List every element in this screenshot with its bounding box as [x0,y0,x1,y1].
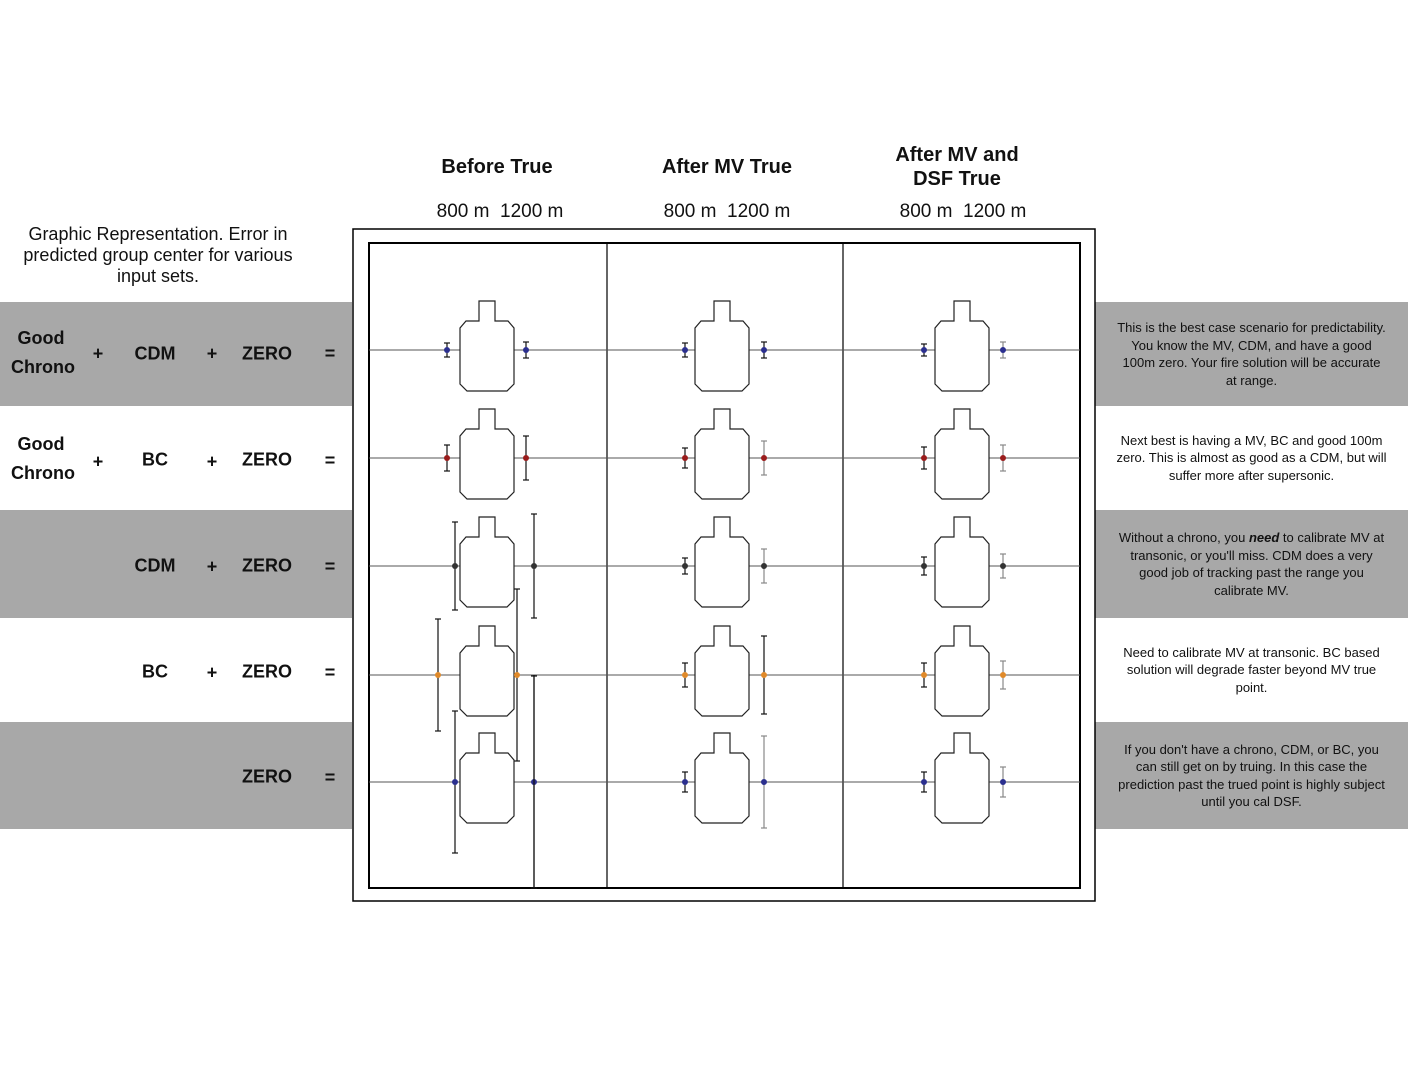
silhouette-target [935,517,989,607]
group-center-dot [1000,455,1006,461]
row-2-plus-1: + [92,451,104,472]
group-center-dot [761,779,767,785]
figure-caption: Graphic Representation. Error in predicted group center for various input sets. [23,224,293,286]
group-center-dot [682,563,688,569]
description-emphasis: need [1248,530,1280,545]
group-center-dot [523,455,529,461]
group-center-dot [444,455,450,461]
description-post: to calibrate MV at transonic, or you'll miss. CDM does a very good job of tracking past the range you calibrate MV. [1130,530,1385,598]
row-1-plus-2: + [206,343,218,364]
row-1-plus-1: + [92,343,104,364]
group-center-dot [921,672,927,678]
description-text: This is the best case scenario for predictability. You know the MV, CDM, and have a good 100m zero. Your fire solution will be accurate at range. [1117,320,1386,388]
range-near: 800 m [663,201,717,222]
silhouette-target [695,517,749,607]
group-center-dot [1000,672,1006,678]
silhouette-target [695,733,749,823]
group-center-dot [452,779,458,785]
group-center-dot [1000,563,1006,569]
silhouette-target [460,517,514,607]
group-center-dot [761,455,767,461]
row-5-zero-label: ZERO [241,766,293,787]
group-center-dot [761,563,767,569]
column-title-line2: DSF True [913,168,1001,190]
group-center-dot [921,779,927,785]
silhouette-target [935,409,989,499]
group-center-dot [682,347,688,353]
group-center-dot [514,672,520,678]
group-center-dot [921,455,927,461]
description-text: If you don't have a chrono, CDM, or BC, you can still get on by truing. In this case the prediction past the trued point is highly subject until you cal DSF. [1118,741,1385,809]
group-center-dot [531,563,537,569]
row-2-zero-label: ZERO [241,449,293,470]
group-center-dot [444,347,450,353]
group-center-dot [921,563,927,569]
row-3-equals: = [324,556,336,577]
silhouette-target [935,733,989,823]
range-far: 1200 m [727,201,791,222]
row-2-model-label: BC [142,449,168,470]
description-text: Next best is having a MV, BC and good 100m zero. This is almost as good as a CDM, but will suffer more after supersonic. [1116,432,1387,483]
row-4-zero-label: ZERO [241,661,293,682]
group-center-dot [1000,347,1006,353]
range-far: 1200 m [500,201,564,222]
group-center-dot [1000,779,1006,785]
row-2-plus-2: + [206,451,218,472]
column-title-line1: Before True [441,156,553,178]
group-center-dot [523,347,529,353]
group-center-dot [761,347,767,353]
row-1-chrono-label: Good Chrono [11,328,75,377]
group-center-dot [682,455,688,461]
row-4-equals: = [324,662,336,683]
group-center-dot [682,779,688,785]
row-4-plus-2: + [206,662,218,683]
column-title-line1: After MV True [661,156,793,178]
row-2-equals: = [324,450,336,471]
silhouette-target [460,409,514,499]
silhouette-target [460,626,514,716]
silhouette-target [460,733,514,823]
group-center-dot [435,672,441,678]
row-4-model-label: BC [142,661,168,682]
row-3-plus-2: + [206,556,218,577]
silhouette-target [935,301,989,391]
group-center-dot [761,672,767,678]
row-1-model-label: CDM [134,343,176,364]
row-5-equals: = [324,767,336,788]
silhouette-target [695,626,749,716]
row-3-model-label: CDM [134,555,176,576]
range-near: 800 m [436,201,490,222]
range-near: 800 m [899,201,953,222]
group-center-dot [452,563,458,569]
group-center-dot [682,672,688,678]
row-1-zero-label: ZERO [241,343,293,364]
row-2-chrono-label: Good Chrono [11,434,75,483]
silhouette-target [695,409,749,499]
description-text: Need to calibrate MV at transonic. BC based solution will degrade faster beyond MV true point. [1123,644,1380,695]
row-1-equals: = [324,343,336,364]
row-3-zero-label: ZERO [241,555,293,576]
group-center-dot [921,347,927,353]
silhouette-target [460,301,514,391]
silhouette-target [695,301,749,391]
description-pre: Without a chrono, you [1118,530,1249,545]
range-far: 1200 m [963,201,1027,222]
column-title-line1: After MV and [895,144,1019,166]
silhouette-target [935,626,989,716]
